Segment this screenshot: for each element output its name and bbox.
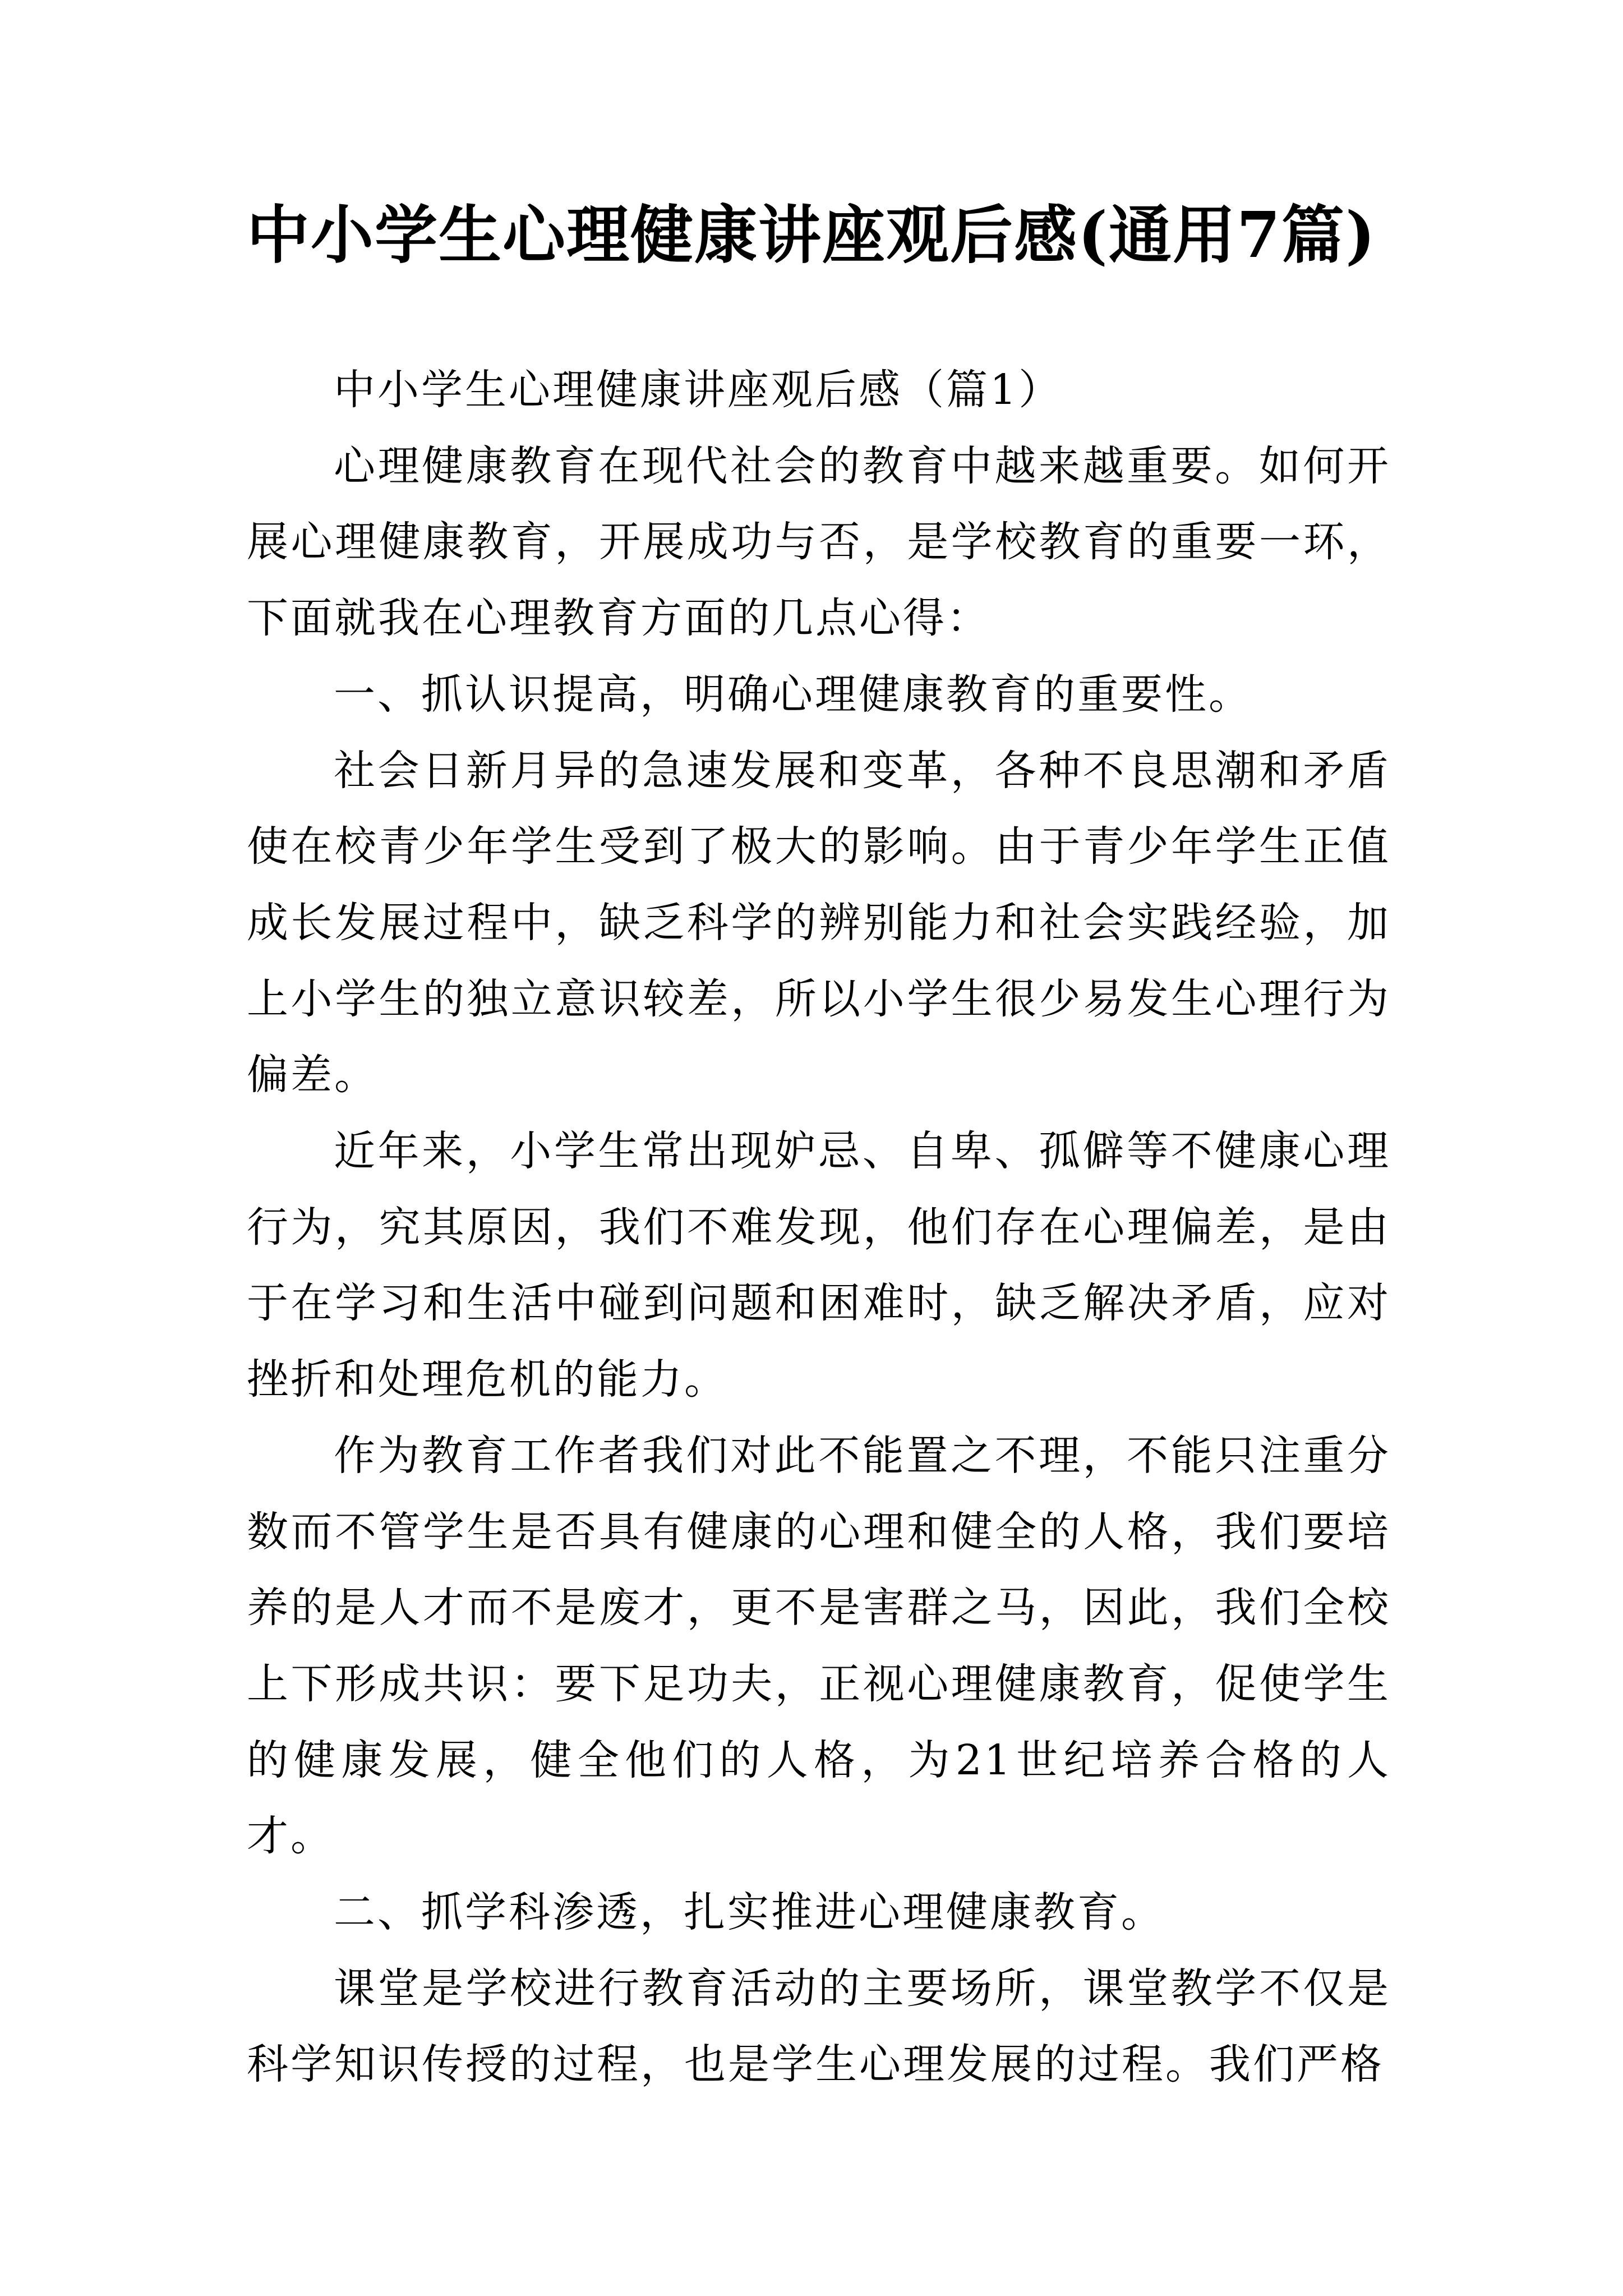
paragraph-educators: 作为教育工作者我们对此不能置之不理，不能只注重分数而不管学生是否具有健康的心理和健全的人格，我们要培养的是人才而不是废才，更不是害群之马，因此，我们全校上下形成共识：要下足功夫，正视心理健康教育，促使学生的健康发展，健全他们的人格，为21世纪培养合格的人才。 [247, 1431, 1391, 1861]
document-body [247, 352, 1391, 2103]
paragraph-classroom: 课堂是学校进行教育活动的主要场所，课堂教学不仅是科学知识传授的过程，也是学生心理发展的过程。我们严格 [247, 1964, 1391, 2089]
paragraph-intro: 心理健康教育在现代社会的教育中越来越重要。如何开展心理健康教育，开展成功与否，是学校教育的重要一环，下面就我在心理教育方面的几点心得： [247, 441, 1391, 643]
paragraph-social-change: 社会日新月异的急速发展和变革，各种不良思潮和矛盾使在校青少年学生受到了极大的影响。由于青少年学生正值成长发展过程中，缺乏科学的辨别能力和社会实践经验，加上小学生的独立意识较差，所以小学生很少易发生心理行为偏差。 [247, 746, 1391, 1099]
document-title: 中小学生心理健康讲座观后感(通用7篇) [247, 199, 1376, 272]
point-heading-2: 二、抓学科渗透，扎实推进心理健康教育。 [334, 1888, 1165, 1937]
paragraph-recent-years: 近年来，小学生常出现妒忌、自卑、孤僻等不健康心理行为，究其原因，我们不难发现，他们存在心理偏差，是由于在学习和生活中碰到问题和困难时，缺乏解决矛盾，应对挫折和处理危机的能力。 [247, 1127, 1391, 1404]
point-heading-1: 一、抓认识提高，明确心理健康教育的重要性。 [334, 670, 1252, 719]
section-heading-part-1: 中小学生心理健康讲座观后感（篇1） [334, 366, 1063, 414]
